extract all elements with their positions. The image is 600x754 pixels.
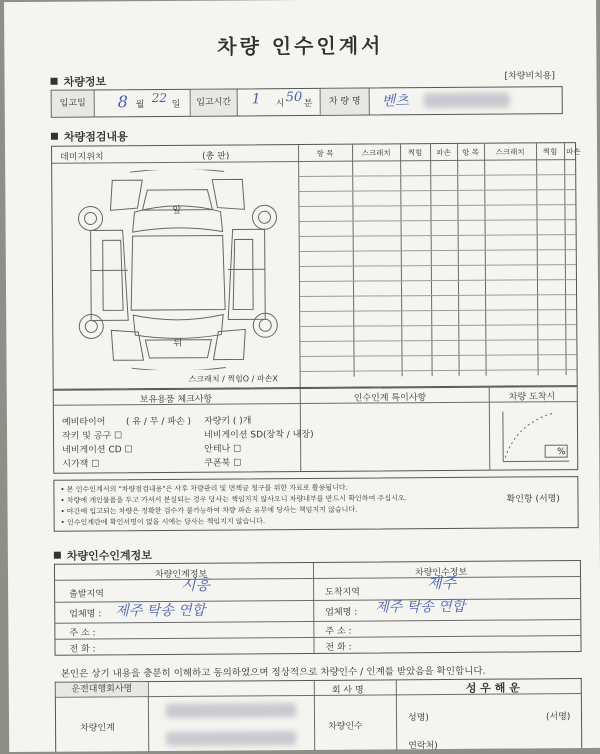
notice-line: • 차량에 개인물품을 두고 가셔서 분실되는 경우 당사는 책임지지 않사오니 차량내부를 반드시 확인하여 주십시오. [60,493,406,505]
grid-row-line [301,369,577,372]
diagram-legend: 스크래치 / 찍힘O / 파손X [189,373,278,385]
top-right-tag: [차량비치용] [504,68,555,81]
arrive-label: 도착지역 [325,585,360,598]
handover-box [54,560,582,656]
carname-value: 벤츠 [382,90,409,110]
right-phone-label: 전 화 : [325,640,351,653]
diagram-rear-label: 뒤 [173,336,182,349]
notice-line: • 인수인계란에 확인서명이 없을 시에는 당사는 책임지지 않습니다. [61,516,266,527]
vehicle-info-row [51,86,563,118]
driver-company-label: 운전대행회사명 [56,682,148,697]
item-nav-sd: 네비게이션 SD(장착 / 내장) [204,427,314,441]
grid-row-line [300,309,576,312]
time-label: 입고시간 [191,89,237,115]
item-jack-tools: 작키 및 공구 ☐ [62,428,122,441]
grid-row-line [300,279,576,282]
grid-header: 항 목 [459,147,482,158]
redacted-name [166,703,296,718]
inspection-box [51,142,578,390]
square-bullet-icon [54,552,61,559]
left-company-value: 제주 탁송 연합 [115,600,205,621]
receive-contact-label: 연락처) [408,738,438,751]
date-label: 입고일 [52,90,94,116]
grid-header: 찍힘 [538,146,562,157]
item-coupon: 쿠폰북 ☐ [204,455,241,468]
grid-header: 스크래치 [354,147,398,158]
inspection-grid [52,143,575,147]
notice-sign-label: 확인항 (서명) [506,491,559,504]
grid-column-line [400,144,403,376]
day-label: 일 [172,97,181,110]
hour-label: 시 [276,96,285,109]
grid-row-line [300,234,576,237]
right-company-label: 업체명 : [325,605,357,618]
notice-line: • 본 인수인계서의 "차량점검내용"은 사후 차량관리 및 면책금 청구를 위한 자료로 활용됩니다. [60,483,348,495]
item-cigar: 시가잭 ☐ [62,456,99,469]
minute-label: 분 [304,96,313,109]
redacted-plate [424,93,510,109]
receive-sign-mark: (서명) [546,709,571,722]
date-day-value: 22 [152,91,167,105]
square-bullet-icon [51,133,58,140]
left-address-label: 주 소 : [69,625,95,638]
redacted-contact [166,731,296,746]
square-bullet-icon [51,78,58,85]
grid-row-line [299,174,575,177]
handover-right-header: 차량인수정보 [415,565,467,578]
damage-header: 데미지위치 [60,149,104,162]
document-title: 차량 인수인계서 [4,28,596,61]
item-car-key: 자량키 ( )개 [204,413,252,426]
time-hour-value: 1 [252,91,261,107]
grid-header: 항 목 [300,148,350,159]
document-page [4,0,600,752]
damage-header-total: (총 판) [202,148,229,161]
grid-row-line [300,339,576,342]
section-handover-heading: 차량인수인계정보 [54,547,152,564]
grid-row-line [299,189,575,192]
right-company-value: 제주 탁송 연합 [375,596,465,617]
grid-column-line [564,143,567,375]
item-spare-tire: 예비타이어 [62,414,106,427]
handover-left-header: 차량인계정보 [155,567,207,580]
grid-column-line [457,144,460,376]
diagram-front-label: 앞 [172,203,181,216]
grid-row-line [300,294,576,297]
grid-column-line [536,143,539,375]
item-nav-cd: 네비게이션 CD ☐ [62,442,133,455]
handover-notes-header: 인수인계 특이사항 [354,390,427,404]
fuel-header: 차량 도착시 [509,389,555,402]
grid-row-line [300,324,576,327]
section-vehicle-info-heading: 차량정보 [51,73,107,89]
grid-row-line [300,264,576,267]
grid-header: 스크래치 [486,146,534,157]
arrive-value: 제주 [427,572,456,593]
signature-table [55,678,582,752]
items-header: 보유용품 체크사항 [140,392,213,406]
notice-box [53,476,578,532]
depart-value: 시흥 [181,574,210,595]
carname-label: 차 량 명 [321,89,369,115]
grid-row-line [300,219,576,222]
date-month-value: 8 [118,92,128,111]
notice-line: • 야간에 입고되는 차량은 정확한 검수가 불가능하여 차량 파손 유무에 당사는 책임지지 않습니다. [61,505,358,517]
grid-row-line [300,354,576,357]
section-inspection-heading: 차량점검내용 [51,128,128,145]
handover-sign-label: 차량인계 [80,720,115,733]
left-phone-label: 전 화 : [69,641,95,654]
grid-row-line [300,249,576,252]
left-company-label: 업체명 : [69,606,101,619]
receive-sign-label: 차량인수 [328,719,363,732]
grid-row-line [299,204,575,207]
time-minute-value: 50 [286,90,303,105]
grid-column-line [484,144,487,376]
month-label: 월 [136,97,145,110]
grid-header: 찍힘 [402,147,428,158]
item-spare-tire-opts: ( 유 / 무 / 파손 ) [126,414,191,427]
items-box [53,386,579,474]
company-name-label: 회 사 명 [332,683,364,696]
confirm-statement: 본인은 상기 내용을 충분히 이해하고 동의하였으며 정상적으로 차량인수 / 인계를 받았음을 확인합니다. [61,663,486,680]
company-name-value: 성 우 해 운 [466,679,520,695]
item-antenna: 안테나 ☐ [204,441,241,454]
right-address-label: 주 소 : [325,624,351,637]
fuel-percent-label: % [557,447,566,457]
grid-header: 파손 [566,146,573,157]
grid-column-line [352,145,355,377]
depart-label: 출발지역 [69,586,104,599]
grid-header: 파손 [432,147,455,158]
receive-name-label: 성명) [408,710,429,723]
grid-column-line [430,144,433,376]
